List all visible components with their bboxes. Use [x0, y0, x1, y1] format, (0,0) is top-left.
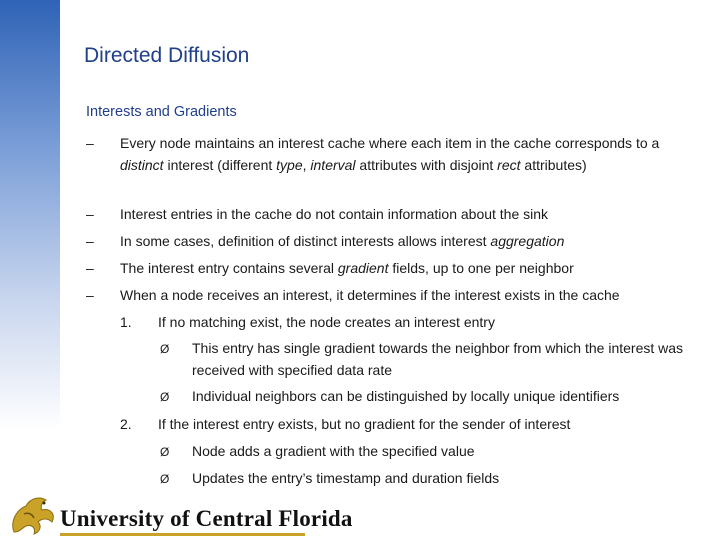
pegasus-logo-icon	[6, 492, 58, 538]
item-number: 2.	[120, 416, 132, 432]
italic-term: aggregation	[490, 233, 565, 249]
bullet-text	[120, 230, 695, 252]
text-run: ,	[302, 157, 311, 173]
item-number: 1.	[120, 314, 132, 330]
bullet-dash: –	[86, 260, 94, 276]
arrow-bullet-icon: Ø	[160, 390, 170, 404]
bullet-dash: –	[86, 206, 94, 222]
arrow-bullet-icon: Ø	[160, 445, 170, 459]
text-run: attributes with disjoint	[355, 157, 498, 173]
numbered-text: If the interest entry exists, but no gradient for the sender of interest	[158, 416, 571, 432]
text-run: Every node maintains an interest cache where each item in the cache corresponds to a	[120, 135, 660, 151]
bullet-text	[120, 257, 695, 279]
text-run: In some cases, definition of distinct interests allows interest	[120, 233, 491, 249]
numbered-text: If no matching exist, the node creates an interest entry	[158, 314, 495, 330]
italic-term: type	[276, 157, 303, 173]
slide-title: Directed Diffusion	[84, 44, 250, 67]
slide-content	[86, 104, 706, 486]
italic-term: interval	[310, 157, 356, 173]
arrow-bullet-icon: Ø	[160, 342, 170, 356]
text-run: The interest entry contains several	[120, 260, 338, 276]
university-wordmark: University of Central Florida	[60, 506, 353, 531]
section-heading: Interests and Gradients	[86, 104, 237, 120]
bullet-text	[120, 132, 695, 176]
bullet-dash: –	[86, 135, 94, 151]
text-run: fields, up to one per neighbor	[388, 260, 574, 276]
italic-term: rect	[497, 157, 521, 173]
sub-item-text: Node adds a gradient with the specified value	[192, 443, 475, 459]
text-run: Interest entries in the cache do not contain information about the sink	[120, 206, 549, 222]
bullet-dash: –	[86, 287, 94, 303]
sub-item-text: Updates the entry’s timestamp and duration fields	[192, 470, 500, 486]
sub-item-text: This entry has single gradient towards the neighbor from which the interest was received with specified data rate	[192, 340, 684, 378]
sidebar-gradient-bar	[0, 0, 60, 430]
footer-rule	[60, 533, 305, 536]
italic-term: distinct	[120, 157, 164, 173]
arrow-bullet-icon: Ø	[160, 472, 170, 486]
italic-term: gradient	[337, 260, 389, 276]
text-run: When a node receives an interest, it determines if the interest exists in the cache	[120, 287, 620, 303]
text-run: attributes)	[520, 157, 587, 173]
text-run: interest (different	[163, 157, 277, 173]
bullet-text	[120, 203, 695, 225]
sub-item-text: Individual neighbors can be distinguished by locally unique identifiers	[192, 388, 620, 404]
bullet-dash: –	[86, 233, 94, 249]
bullet-text	[120, 284, 695, 306]
